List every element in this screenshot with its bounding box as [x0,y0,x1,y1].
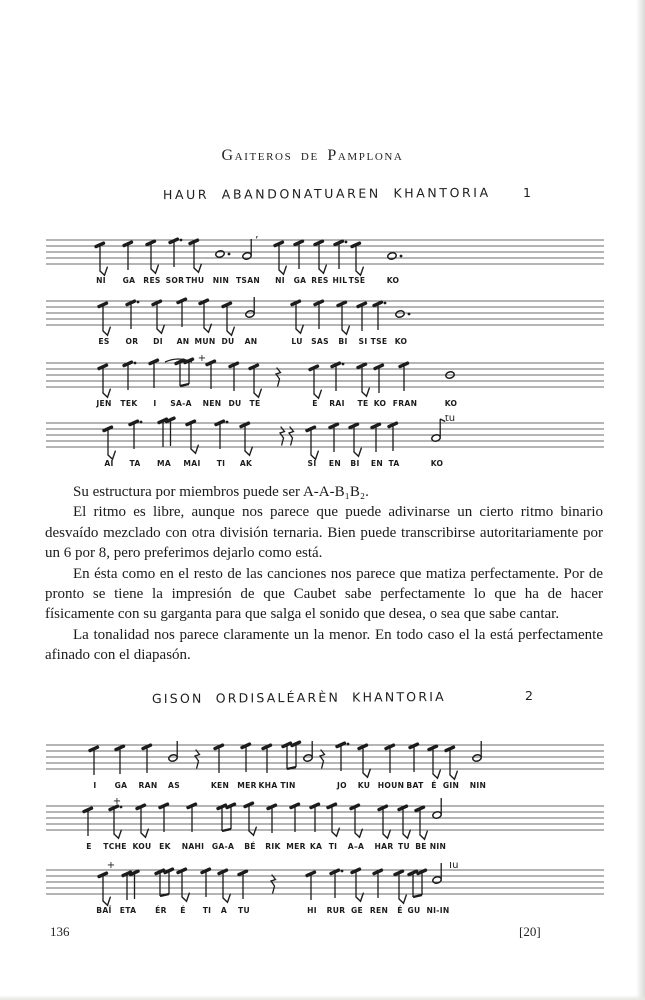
svg-text:AN: AN [244,337,258,346]
svg-text:SA-A: SA-A [170,399,192,408]
svg-text:TI: TI [328,842,338,851]
svg-text:NEN: NEN [202,399,222,408]
svg-text:GIN: GIN [442,781,460,790]
svg-text:GE: GE [350,906,364,915]
svg-text:HAR: HAR [374,842,394,851]
stave-svg [38,355,608,417]
svg-text:BI: BI [338,337,348,346]
scan-edge-bottom [0,995,645,1000]
svg-text:BÉ: BÉ [244,842,256,851]
svg-text:NI: NI [96,276,106,285]
svg-text:HOUN: HOUN [377,781,405,790]
svg-text:MA: MA [156,459,172,468]
svg-text:RIK: RIK [265,842,281,851]
stave-svg [38,862,608,924]
svg-text:TSE: TSE [370,337,388,346]
music-stave-6 [38,798,608,860]
music-stave-1 [38,232,608,294]
svg-text:É: É [431,781,437,790]
svg-text:TA: TA [388,459,400,468]
music-stave-2 [38,293,608,355]
svg-text:EN: EN [370,459,384,468]
svg-text:TU: TU [398,842,410,851]
svg-text:+: + [112,798,122,807]
svg-text:MER: MER [237,781,257,790]
body-text [45,482,603,666]
svg-text:ES: ES [98,337,110,346]
svg-text:TI: TI [202,906,212,915]
svg-text:TE: TE [249,399,261,408]
svg-text:’: ’ [255,234,259,247]
song-title-1: HAUR ABANDONATUAREN KHANTORIA [162,184,491,203]
svg-text:RUR: RUR [326,906,346,915]
svg-text:JO: JO [337,781,347,790]
svg-text:TSE: TSE [348,276,366,285]
svg-text:GA: GA [293,276,307,285]
svg-text:KO: KO [386,276,400,285]
svg-text:TA: TA [129,459,141,468]
svg-text:KO: KO [394,337,408,346]
svg-text:AI: AI [104,459,114,468]
song-title-2: GISON ORDISALÉARÈN KHANTORIA [151,688,446,707]
svg-text:RES: RES [311,276,329,285]
svg-text:SAS: SAS [311,337,329,346]
svg-text:HIL: HIL [332,276,348,285]
svg-text:AN: AN [176,337,190,346]
stave-svg [38,293,608,355]
svg-text:EN: EN [328,459,342,468]
svg-text:SI: SI [358,337,368,346]
svg-text:NI-IN: NI-IN [426,906,450,915]
svg-text:A: A [220,906,228,915]
page-header: Gaiteros de Pamplona [221,147,404,164]
svg-text:DI: DI [153,337,163,346]
svg-text:MER: MER [286,842,306,851]
svg-text:TE: TE [357,399,369,408]
svg-text:É: É [397,906,403,915]
music-stave-4 [38,415,608,477]
paragraph-tonality: La tonalidad nos parece claramente un la menor. En todo caso el la está perfectamente afinado con el diapasón. [45,626,603,664]
svg-text:SI: SI [307,459,317,468]
svg-text:KO: KO [444,399,458,408]
svg-text:HI: HI [307,906,317,915]
svg-text:A–A: A–A [347,842,365,851]
svg-text:NIN: NIN [469,781,487,790]
svg-text:KO: KO [373,399,387,408]
svg-text:TCHE: TCHE [103,842,127,851]
svg-text:E: E [86,842,92,851]
svg-text:NIN: NIN [212,276,230,285]
stave-svg [38,737,608,799]
svg-text:+: + [197,355,207,364]
svg-text:BI: BI [350,459,360,468]
svg-text:BE: BE [415,842,427,851]
stave-svg [38,232,608,294]
svg-text:MAI: MAI [183,459,201,468]
plate-number: [20] [519,924,541,939]
stave-svg [38,415,608,477]
scan-edge-right [636,0,645,1000]
svg-text:TEK: TEK [120,399,138,408]
svg-text:KA: KA [309,842,323,851]
svg-text:NAHI: NAHI [181,842,205,851]
svg-text:GU: GU [407,906,421,915]
svg-text:RAN: RAN [138,781,158,790]
svg-text:KOU: KOU [132,842,152,851]
stave-svg [38,798,608,860]
svg-text:GA: GA [114,781,128,790]
svg-text:BAÏ: BAÏ [96,906,112,915]
svg-text:MUN: MUN [194,337,216,346]
svg-text:KU: KU [357,781,371,790]
svg-text:GA: GA [122,276,136,285]
music-stave-5 [38,737,608,799]
svg-text:KHA: KHA [258,781,278,790]
svg-text:KEN: KEN [210,781,230,790]
svg-text:DU: DU [228,399,242,408]
svg-text:OR: OR [125,337,139,346]
svg-text:tu: tu [444,415,456,424]
svg-text:BAT: BAT [406,781,424,790]
svg-text:THU: THU [185,276,205,285]
svg-text:TSAN: TSAN [235,276,261,285]
svg-text:SOR: SOR [165,276,185,285]
paragraph-rhythm: El ritmo es libre, aunque nos parece que puede adivinarse un cierto ritmo binario desvaído mezclado con otra división ternaria. Bien puede transcribirse autoritariamente por un 6 por 8, pero preferimos dejarlo como está. [45,504,603,562]
page-number: 136 [50,924,70,939]
paragraph-structure: Su estructura por miembros puede ser A-A-B₁B₂. [73,484,369,500]
svg-text:GA-A: GA-A [211,842,235,851]
svg-text:RAI: RAI [329,399,345,408]
svg-text:DU: DU [221,337,235,346]
music-stave-3 [38,355,608,417]
song-number-1: 1 [523,185,531,200]
paragraph-caubet: En ésta como en el resto de las canciones nos parece que matiza perfectamente. Por de pronto se tiene la impresión de que Caubet sabe perfectamente lo que ha de hacer físicamente con su garganta para que salga el sonido que desea, o sea que sabe cantar. [45,565,603,623]
svg-text:I: I [153,399,157,408]
svg-text:TI: TI [216,459,226,468]
svg-text:É: É [180,906,186,915]
svg-text:ETA: ETA [119,906,137,915]
svg-text:TU: TU [238,906,250,915]
svg-text:I: I [93,781,97,790]
svg-text:+: + [106,862,116,871]
svg-text:KO: KO [430,459,444,468]
svg-text:NIN: NIN [429,842,447,851]
svg-text:LU: LU [291,337,303,346]
svg-text:TIN: TIN [280,781,296,790]
svg-text:AS: AS [168,781,180,790]
svg-text:NI: NI [275,276,285,285]
svg-text:JEN: JEN [96,399,112,408]
svg-text:ÉR: ÉR [155,906,167,915]
svg-text:RES: RES [143,276,161,285]
music-stave-7 [38,862,608,924]
svg-text:Tu: Tu [447,862,459,871]
svg-text:FRAN: FRAN [392,399,418,408]
svg-text:REN: REN [369,906,389,915]
svg-text:EK: EK [159,842,171,851]
svg-text:E: E [312,399,318,408]
song-number-2: 2 [525,688,533,703]
svg-text:AK: AK [239,459,253,468]
